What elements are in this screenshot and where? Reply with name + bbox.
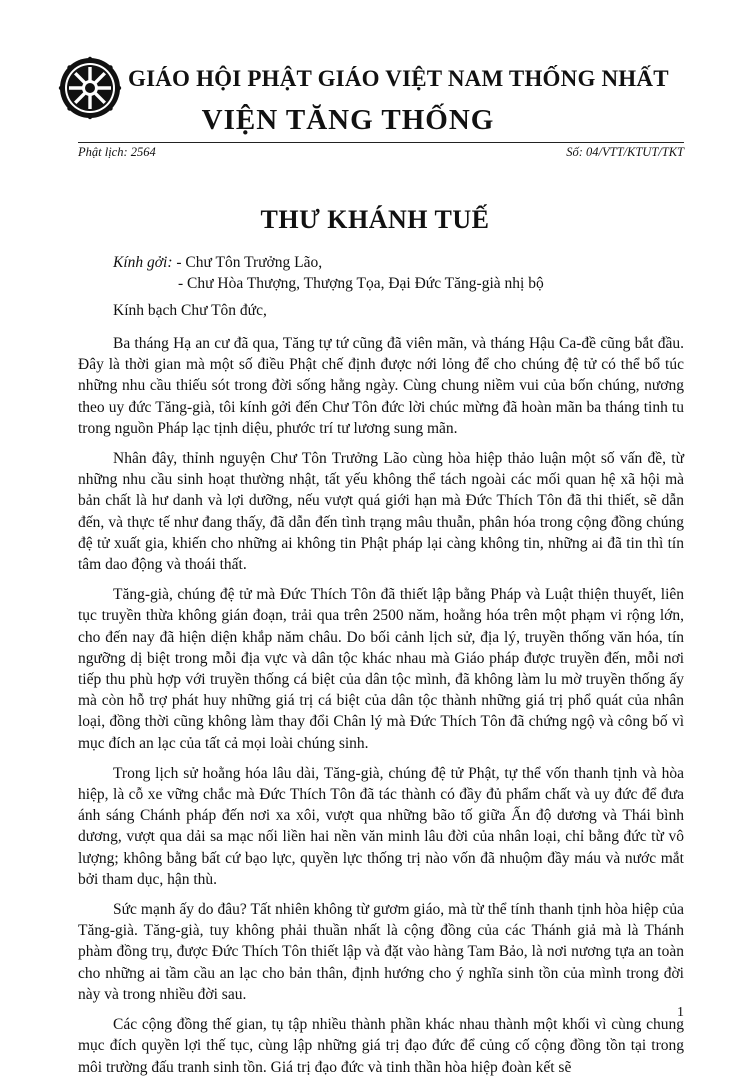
letter-body	[78, 333, 684, 1087]
body-paragraph: Nhân đây, thỉnh nguyện Chư Tôn Trưởng Lão cùng hòa hiệp thảo luận một số vấn đề, từ những nhu cầu sinh hoạt thường nhật, tất yếu không thể tách ngoài các mối quan hệ xã hội mà bản chất là hư danh và lợi dưỡng, nếu vượt quá giới hạn mà Đức Thích Tôn đã thi thiết, sẽ dẫn đến, và thực tế như đang thấy, đã dẫn đến tình trạng mâu thuẫn, phân hóa trong cộng đồng chúng đệ tử xuất gia, khiến cho những ai không tin Phật pháp lại càng không tin, những ai đã tin thì tín tâm dao động và thoái thất.	[78, 450, 684, 574]
addressee-line-1: - Chư Tôn Trưởng Lão,	[176, 254, 323, 271]
document-number: Số: 04/VTT/KTUT/TKT	[566, 145, 684, 159]
institute-name: VIỆN TĂNG THỐNG	[201, 104, 495, 136]
buddhist-calendar: Phật lịch: 2564	[78, 145, 156, 159]
organization-name: GIÁO HỘI PHẬT GIÁO VIỆT NAM THỐNG NHẤT	[128, 66, 669, 91]
addressee-block	[113, 252, 544, 294]
page-number: 1	[677, 1005, 684, 1020]
body-paragraph: Trong lịch sử hoằng hóa lâu dài, Tăng-già, chúng đệ tử Phật, tự thể vốn thanh tịnh và hòa hiệp, là cỗ xe vững chắc mà Đức Thích Tôn đã tác thành có đầy đủ phẩm chất và uy đức để đưa ánh sáng Chánh pháp đến nơi xa xôi, vượt qua những bão tố giữa Ấn độ dương và Thái bình dương, vượt qua dải sa mạc nối liền hai nền văn minh lâu đời của nhân loại, chỉ bằng đức từ vô lượng; không bằng bất cứ bạo lực, quyền lực thống trị nào vốn đã nhuộm đầy máu và nước mắt bởi tham dục, hận thù.	[78, 764, 684, 888]
body-paragraph: Ba tháng Hạ an cư đã qua, Tăng tự tứ cũng đã viên mãn, và tháng Hậu Ca-đề cũng bắt đầu. Đây là thời gian mà một số điều Phật chế định được nới lỏng để cho chúng đệ tử có thể bổ túc những nhu cầu thiếu sót trong đời sống hằng ngày. Cùng chung niềm vui của bốn chúng, nương theo uy đức Tăng-già, tôi kính gởi đến Chư Tôn đức lời chúc mừng đã hoàn mãn ba tháng tinh tu trong nguồn Pháp lạc tịnh diệu, phước trí tư lương sung mãn.	[78, 335, 684, 437]
dharma-wheel-logo	[58, 56, 122, 120]
body-paragraph: Sức mạnh ấy do đâu? Tất nhiên không từ gươm giáo, mà từ thể tính thanh tịnh hòa hiệp của Tăng-già. Tăng-già, tuy không phải thuần nhất là cộng đồng của các Thánh giả mà là Thánh phàm đồng trụ, được Đức Thích Tôn thiết lập và đặt vào hàng Tam Bảo, là nơi nương tựa an toàn cho những ai tầm cầu an lạc cho bản thân, định hướng cho ý nghĩa sinh tồn của mình trong đời này và trong nhiều đời sau.	[78, 901, 684, 1003]
salutation: Kính bạch Chư Tôn đức,	[113, 302, 267, 319]
addressee-line-2: - Chư Hòa Thượng, Thượng Tọa, Đại Đức Tăng-già nhị bộ	[178, 275, 544, 292]
addressee-label: Kính gởi:	[113, 254, 173, 271]
letter-title: THƯ KHÁNH TUẾ	[260, 205, 490, 234]
header-divider	[78, 142, 684, 143]
header-meta	[78, 145, 684, 159]
body-paragraph: Các cộng đồng thế gian, tụ tập nhiều thành phần khác nhau thành một khối vì cùng chung mục đích quyền lợi thế tục, cùng lập những giá trị đạo đức để củng cố cộng đồng tồn tại trong môi trường đấu tranh sinh tồn. Giá trị đạo đức và tinh thần hòa hiệp đoàn kết sẽ	[78, 1016, 684, 1076]
body-paragraph: Tăng-già, chúng đệ tử mà Đức Thích Tôn đã thiết lập bằng Pháp và Luật thiện thuyết, liên tục truyền thừa không gián đoạn, trải qua trên 2500 năm, hoằng hóa trên một phạm vi rộng lớn, cho đến nay đã hiện diện khắp năm châu. Do bối cảnh lịch sử, địa lý, truyền thống văn hóa, tín ngưỡng dị biệt trong mỗi địa vực và dân tộc khác nhau mà Giáo pháp được truyền đến, mỗi nơi tiếp thu phù hợp với truyền thống cá biệt của dân tộc mình, đã không làm lu mờ truyền thống ấy mà còn hỗ trợ phát huy những giá trị cá biệt của dân tộc thành những giá trị phổ quát của nhân loại, đồng thời cũng không làm thay đổi Chân lý mà Đức Thích Tôn đã chứng ngộ và công bố vì mục đích an lạc của tất cả mọi loài chúng sinh.	[78, 586, 684, 752]
